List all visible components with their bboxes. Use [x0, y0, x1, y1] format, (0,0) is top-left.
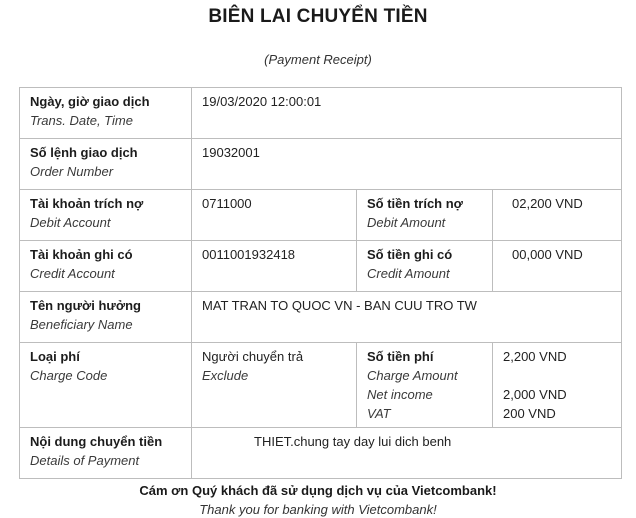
charge-code-label: Loại phí: [30, 349, 80, 364]
credit-account-value: 0011001932418: [202, 247, 296, 262]
thanks-message-en: Thank you for banking with Vietcombank!: [199, 502, 437, 517]
net-income-value: 2,000 VND: [503, 387, 567, 402]
charge-amount-spacer: [503, 366, 612, 385]
label-cell: [20, 343, 192, 428]
credit-amount-label: Số tiền ghi có: [367, 247, 453, 262]
details-label: Nội dung chuyển tiền: [30, 434, 163, 449]
debit-account-label: Tài khoản trích nợ: [30, 196, 144, 211]
table-row: [20, 428, 622, 479]
table-row: [20, 190, 622, 241]
credit-account-sublabel: Credit Account: [30, 266, 115, 281]
trans-date-value: 19/03/2020 12:00:01: [202, 94, 322, 109]
value-cell: [192, 139, 622, 190]
label-cell: [20, 428, 192, 479]
charge-amount-label: Số tiền phí: [367, 349, 434, 364]
charge-amount-sublabel: Charge Amount: [367, 368, 458, 383]
label-cell: [20, 190, 192, 241]
value-cell: [192, 241, 357, 292]
value-cell: [493, 190, 622, 241]
table-row: [20, 343, 622, 428]
order-number-label: Số lệnh giao dịch: [30, 145, 138, 160]
label-cell: [20, 292, 192, 343]
label-cell: [357, 343, 493, 428]
label-cell: [357, 241, 493, 292]
label-cell: [20, 139, 192, 190]
table-row: [20, 292, 622, 343]
charge-amount-value: 2,200 VND: [503, 349, 567, 364]
label-cell: [357, 190, 493, 241]
table-row: [20, 139, 622, 190]
credit-account-label: Tài khoản ghi có: [30, 247, 133, 262]
trans-date-label: Ngày, giờ giao dịch: [30, 94, 150, 109]
debit-account-sublabel: Debit Account: [30, 215, 111, 230]
debit-amount-sublabel: Debit Amount: [367, 215, 446, 230]
value-cell: [493, 343, 622, 428]
label-cell: [20, 241, 192, 292]
table-row: [20, 88, 622, 139]
trans-date-sublabel: Trans. Date, Time: [30, 113, 133, 128]
label-cell: [20, 88, 192, 139]
charge-code-value-sub: Exclude: [202, 368, 249, 383]
value-cell: [192, 343, 357, 428]
value-cell: [192, 88, 622, 139]
receipt-table: [19, 87, 622, 479]
charge-code-value: Người chuyển trả: [202, 349, 304, 364]
receipt-title: BIÊN LAI CHUYỂN TIỀN: [208, 6, 428, 27]
receipt-subtitle: (Payment Receipt): [264, 52, 372, 67]
details-sublabel: Details of Payment: [30, 453, 140, 468]
beneficiary-label: Tên người hưởng: [30, 298, 141, 313]
net-income-sublabel: Net income: [367, 387, 433, 402]
debit-amount-value: 02,200 VND: [512, 196, 583, 211]
credit-amount-value: 00,000 VND: [512, 247, 583, 262]
order-number-value: 19032001: [202, 145, 260, 160]
debit-amount-label: Số tiền trích nợ: [367, 196, 463, 211]
beneficiary-sublabel: Beneficiary Name: [30, 317, 133, 332]
table-row: [20, 241, 622, 292]
vat-value: 200 VND: [503, 406, 556, 421]
value-cell: [192, 292, 622, 343]
details-value: THIET.chung tay day lui dich benh: [254, 434, 452, 449]
order-number-sublabel: Order Number: [30, 164, 114, 179]
value-cell: [192, 428, 622, 479]
value-cell: [192, 190, 357, 241]
charge-code-sublabel: Charge Code: [30, 368, 108, 383]
debit-account-value: 0711000: [202, 196, 252, 211]
vat-sublabel: VAT: [367, 406, 391, 421]
value-cell: [493, 241, 622, 292]
credit-amount-sublabel: Credit Amount: [367, 266, 450, 281]
thanks-message-vi: Cám ơn Quý khách đã sử dụng dịch vụ của Vietcombank!: [139, 483, 497, 498]
beneficiary-value: MAT TRAN TO QUOC VN - BAN CUU TRO TW: [202, 298, 477, 313]
